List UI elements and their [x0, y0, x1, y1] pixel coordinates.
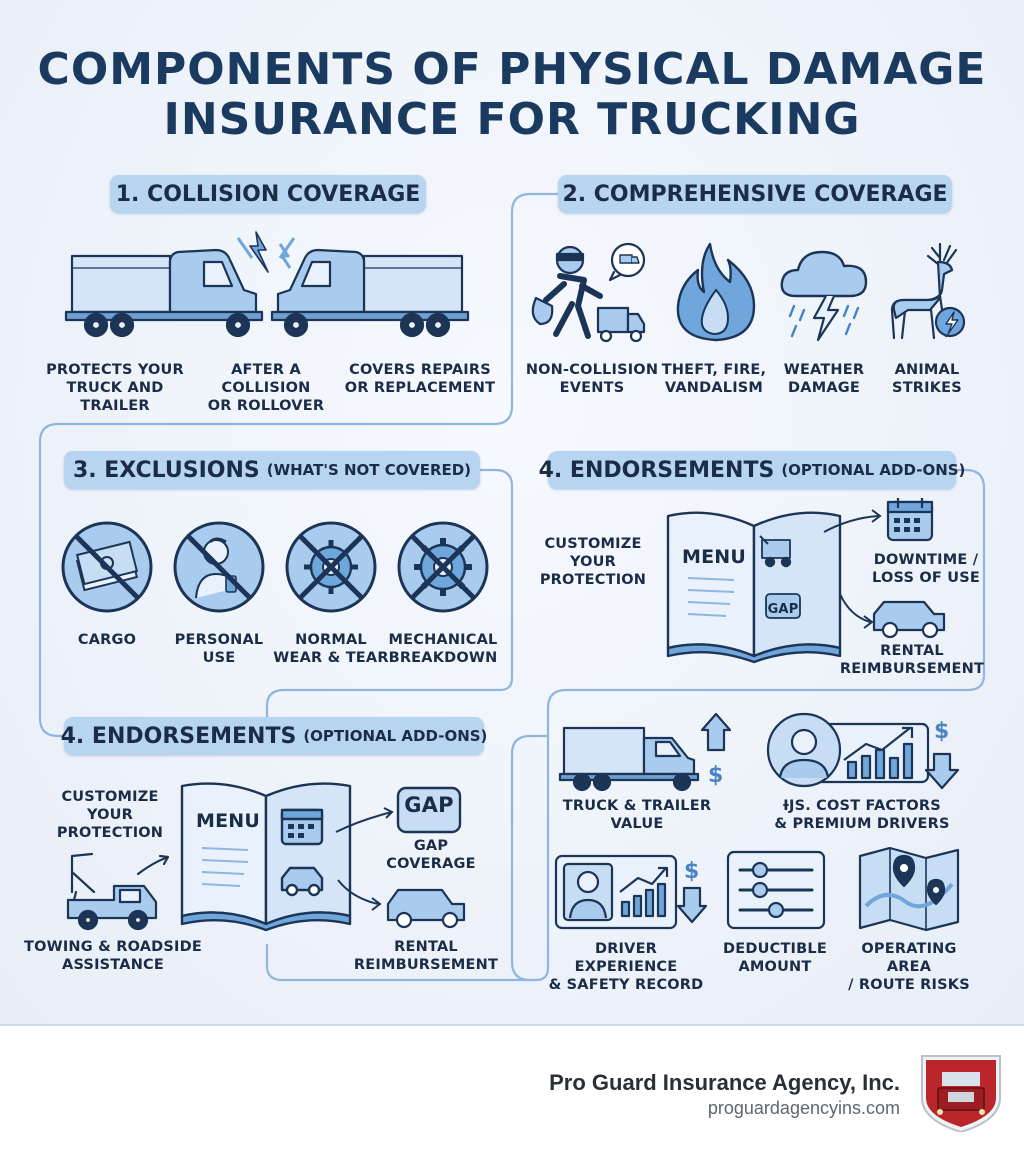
fire-icon [670, 240, 760, 344]
comprehensive-item-theft-fire: THEFT, FIRE, VANDALISM [661, 362, 767, 396]
endorsement-left-item-gap-coverage: GAP COVERAGE [386, 838, 476, 872]
deer-icon [884, 240, 974, 344]
no-wear-tear-icon [282, 518, 380, 616]
cost-item-operating-area: OPERATING AREA / ROUTE RISKS [848, 941, 970, 993]
endorsements-right-heading: 4. ENDORSEMENTS (OPTIONAL ADD-ONS) [548, 451, 956, 489]
tow-truck-icon [64, 852, 188, 934]
storm-cloud-icon [776, 244, 872, 344]
exclusion-item-cargo: CARGO [77, 632, 137, 648]
comprehensive-coverage-heading: 2. COMPREHENSIVE COVERAGE [558, 175, 952, 213]
cost-item-driver-experience: DRIVER EXPERIENCE & SAFETY RECORD [548, 941, 704, 993]
endorsements-right-menu-title: MENU [682, 546, 747, 568]
endorsements-right-intro: CUSTOMIZE YOUR PROTECTION [539, 536, 647, 588]
endorsement-right-item-rental: RENTAL REIMBURSEMENT [839, 643, 985, 677]
endorsements-left-intro: CUSTOMIZE YOUR PROTECTION [56, 789, 164, 841]
exclusions-heading: 3. EXCLUSIONS (WHAT'S NOT COVERED) [64, 451, 480, 489]
driver-experience-dollar-sign: $ [684, 859, 700, 884]
cost-item-deductible: DEDUCTIBLE AMOUNT [723, 941, 827, 975]
footer-brand [549, 1070, 900, 1119]
collision-coverage-heading: 1. COLLISION COVERAGE [110, 175, 426, 213]
driver-experience-icon [554, 848, 714, 932]
comprehensive-item-weather: WEATHER DAMAGE [783, 362, 865, 396]
route-map-icon [856, 846, 962, 932]
comprehensive-item-non-collision: NON-COLLISION EVENTS [525, 362, 659, 396]
endorsements-left-heading: 4. ENDORSEMENTS (OPTIONAL ADD-ONS) [64, 717, 484, 755]
collision-item-protects: PROTECTS YOUR TRUCK AND TRAILER [46, 362, 184, 414]
endorsement-right-item-downtime: DOWNTIME / LOSS OF USE [872, 552, 980, 586]
collision-trucks-icon [66, 228, 468, 340]
exclusion-item-wear-tear: NORMAL WEAR & TEAR [273, 632, 389, 666]
premium-drivers-icon [764, 710, 964, 794]
thief-icon [526, 240, 652, 344]
page-title-line-1: COMPONENTS OF PHYSICAL DAMAGE [37, 44, 987, 95]
endorsement-left-item-towing: TOWING & ROADSIDE ASSISTANCE [24, 939, 202, 973]
no-personal-use-icon [170, 518, 268, 616]
company-url[interactable]: proguardagencyins.com [707, 1098, 900, 1118]
no-mechanical-breakdown-icon [394, 518, 492, 616]
endorsements-left-menu-title: MENU [196, 810, 261, 832]
company-name: Pro Guard Insurance Agency, Inc. [549, 1070, 900, 1095]
page-title-line-2: INSURANCE FOR TRUCKING [163, 94, 861, 145]
truck-trailer-value-icon [560, 710, 740, 794]
company-logo-shield [918, 1052, 1004, 1132]
footer [0, 1024, 1024, 1156]
exclusion-item-mechanical: MECHANICAL BREAKDOWN [388, 632, 498, 666]
collision-item-covers-repairs: COVERS REPAIRS OR REPLACEMENT [344, 362, 496, 396]
comprehensive-item-animal: ANIMAL STRIKES [892, 362, 962, 396]
truck-value-dollar-sign: $ [708, 763, 724, 788]
cost-item-premium-drivers: ƗJS. COST FACTORS & PREMIUM DRIVERS [774, 798, 950, 832]
no-cargo-icon [58, 518, 156, 616]
cost-item-truck-trailer-value: TRUCK & TRAILER VALUE [562, 798, 712, 832]
endorsements-left-gap-badge: GAP [404, 793, 454, 817]
deductible-sliders-icon [726, 850, 826, 930]
endorsements-right-gap-badge: GAP [767, 602, 799, 617]
exclusion-item-personal-use: PERSONAL USE [174, 632, 264, 666]
collision-item-after-collision: AFTER A COLLISION OR ROLLOVER [207, 362, 325, 414]
endorsement-left-item-rental: RENTAL REIMBURSEMENT [353, 939, 499, 973]
premium-drivers-dollar-sign: $ [934, 719, 950, 744]
